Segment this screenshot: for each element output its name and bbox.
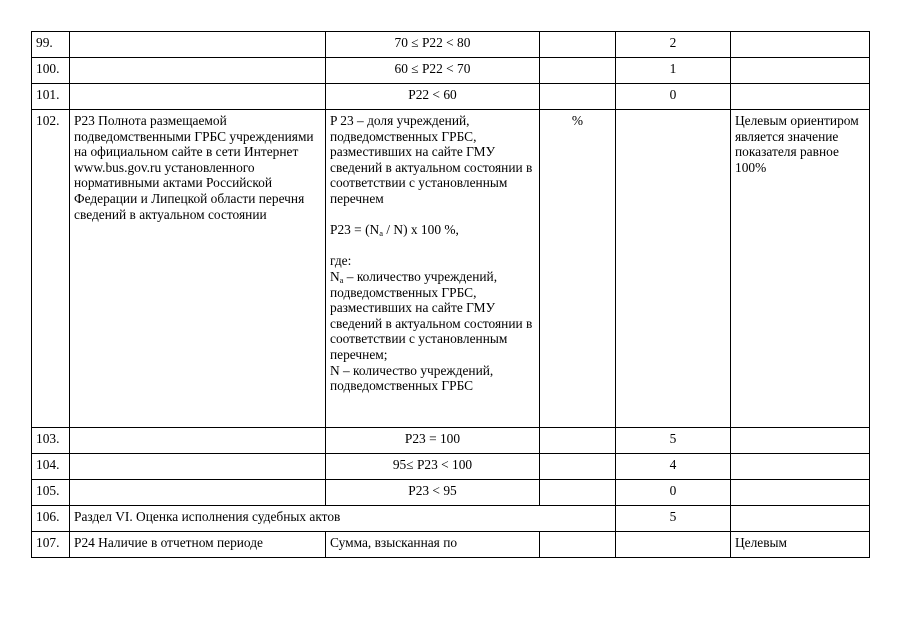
row-number: 107.	[32, 532, 70, 558]
note-cell	[731, 58, 870, 84]
note-cell	[731, 428, 870, 454]
table-row	[32, 506, 870, 532]
formula-cell: 70 ≤ P22 < 80	[326, 32, 540, 58]
equation-subscript: a	[379, 228, 383, 239]
table-row	[32, 454, 870, 480]
formula-cell: P23 < 95	[326, 480, 540, 506]
table-row	[32, 84, 870, 110]
score-cell: 5	[616, 428, 731, 454]
note-cell	[731, 454, 870, 480]
note-cell: Целевым	[731, 532, 870, 558]
table-row	[32, 32, 870, 58]
indicators-table	[31, 31, 870, 558]
unit-cell	[540, 84, 616, 110]
row-number: 104.	[32, 454, 70, 480]
formula-where: где:	[330, 253, 352, 269]
row-number: 105.	[32, 480, 70, 506]
score-cell: 2	[616, 32, 731, 58]
unit-cell	[540, 532, 616, 558]
score-cell	[616, 110, 731, 428]
row-number: 103.	[32, 428, 70, 454]
table-row	[32, 532, 870, 558]
na-description: – количество учреждений, подведомственных ГРБС, разместивших на сайте ГМУ сведений в актуальном состоянии в соответствии с установленным перечнем;	[330, 268, 533, 362]
indicator-name	[70, 480, 326, 506]
formula-cell: 60 ≤ P22 < 70	[326, 58, 540, 84]
score-cell: 0	[616, 480, 731, 506]
score-cell: 0	[616, 84, 731, 110]
row-number: 106.	[32, 506, 70, 532]
unit-cell	[540, 58, 616, 84]
indicator-name	[70, 428, 326, 454]
indicator-name: P24 Наличие в отчетном периоде	[70, 532, 326, 558]
table-row	[32, 58, 870, 84]
formula-cell: P23 = 100	[326, 428, 540, 454]
table-row	[32, 480, 870, 506]
indicator-name	[70, 32, 326, 58]
note-cell	[731, 84, 870, 110]
note-cell	[731, 32, 870, 58]
unit-cell	[540, 480, 616, 506]
row-number: 102.	[32, 110, 70, 428]
unit-cell	[540, 454, 616, 480]
row-number: 100.	[32, 58, 70, 84]
formula-cell	[326, 110, 540, 428]
score-cell: 5	[616, 506, 731, 532]
formula-cell: Сумма, взысканная по	[326, 532, 540, 558]
score-cell	[616, 532, 731, 558]
row-number: 101.	[32, 84, 70, 110]
table-row	[32, 110, 870, 428]
unit-cell	[540, 428, 616, 454]
note-cell: Целевым ориентиром является значение показателя равное 100%	[731, 110, 870, 428]
formula-equation	[330, 222, 535, 238]
unit-cell	[540, 32, 616, 58]
na-variable: N	[330, 268, 340, 284]
table-row	[32, 428, 870, 454]
section-heading: Раздел VI. Оценка исполнения судебных актов	[70, 506, 616, 532]
formula-definition: P 23 – доля учреждений, подведомственных ГРБС, разместивших на сайте ГМУ сведений в актуальном состоянии в соответствии с установленным перечнем	[330, 113, 533, 206]
indicator-name	[70, 84, 326, 110]
na-subscript: a	[339, 274, 344, 285]
note-cell	[731, 506, 870, 532]
equation-end: / N) х 100 %,	[383, 222, 459, 238]
formula-n-definition: N – количество учреждений, подведомственных ГРБС	[330, 362, 494, 394]
unit-cell: %	[540, 110, 616, 428]
score-cell: 4	[616, 454, 731, 480]
note-cell	[731, 480, 870, 506]
formula-na-definition	[330, 269, 535, 363]
indicator-name	[70, 58, 326, 84]
indicator-name	[70, 454, 326, 480]
indicator-name: P23 Полнота размещаемой подведомственными ГРБС учреждениями на официальном сайте в сети Интернет www.bus.gov.ru установленного нормативными актами Российской Федерации и Липецкой области перечня сведений в актуальном состоянии	[70, 110, 326, 428]
formula-cell: P22 < 60	[326, 84, 540, 110]
equation-start: P23 = (N	[330, 222, 380, 238]
formula-cell: 95≤ P23 < 100	[326, 454, 540, 480]
score-cell: 1	[616, 58, 731, 84]
row-number: 99.	[32, 32, 70, 58]
